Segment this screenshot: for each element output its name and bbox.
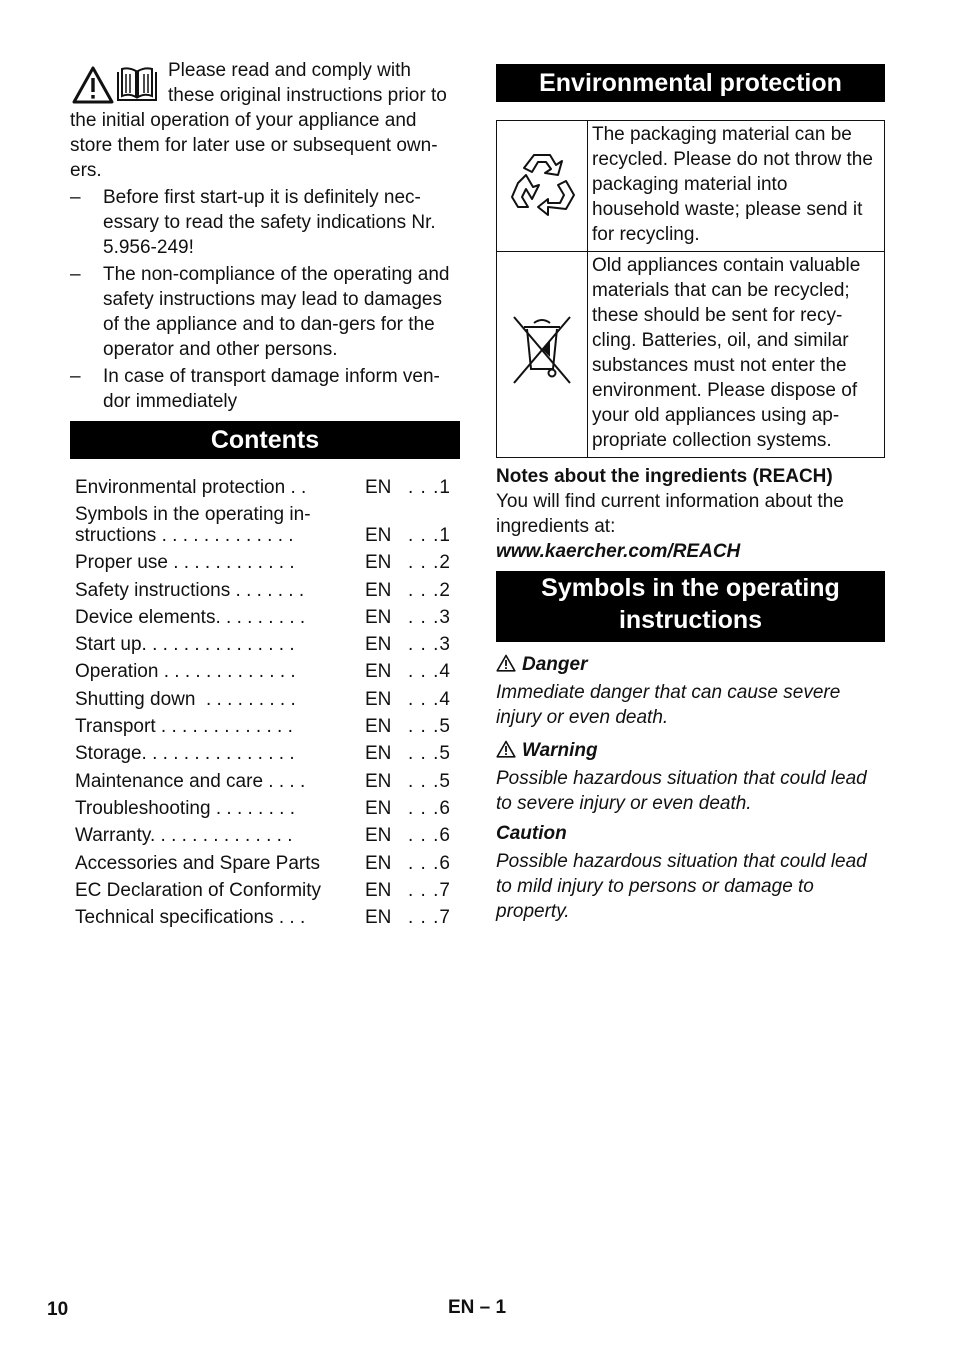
toc-entry[interactable] — [75, 604, 460, 631]
toc-lang: EN — [365, 797, 392, 819]
warning-text: Possible hazardous situation that could lead to severe injury or even death. — [496, 768, 867, 814]
toc-title: Safety instructions . . . . . . . — [75, 579, 305, 601]
toc-entry[interactable] — [75, 904, 460, 931]
symbols-heading — [496, 571, 885, 642]
table-row — [497, 121, 885, 252]
toc-page: . . .2 — [408, 552, 451, 574]
page-number: 10 — [47, 1299, 69, 1320]
symbols-heading-line1: Symbols in the operating — [541, 574, 840, 602]
toc-title: Environmental protection . . — [75, 477, 307, 498]
toc-lang: EN — [365, 579, 392, 601]
list-item — [70, 185, 460, 260]
table-cell: Old appliances contain valuable materials that can be recycled; these should be sent for recy-cling. Batteries, oil, and similar substances must not enter the environment. Please dispose of your old appliances using ap-propriate collection systems. — [588, 252, 885, 458]
toc-page: . . .5 — [408, 716, 451, 738]
toc-entry[interactable] — [75, 740, 460, 767]
environmental-heading: Environmental protection — [496, 64, 885, 102]
toc-lang: EN — [365, 716, 392, 738]
toc-lang: EN — [365, 852, 392, 874]
toc-entry[interactable] — [75, 549, 460, 576]
danger-heading — [496, 652, 885, 677]
dash-bullet: – — [70, 366, 81, 387]
environmental-table — [496, 120, 885, 458]
warning-label: Warning — [522, 740, 598, 761]
caution-label: Caution — [496, 823, 567, 844]
toc-lang: EN — [365, 525, 392, 547]
toc-title: Device elements. . . . . . . . . — [75, 606, 306, 628]
toc-page: . . .2 — [408, 579, 451, 601]
toc-page: . . .4 — [408, 661, 451, 683]
warning-heading — [496, 738, 885, 763]
toc-title: Maintenance and care . . . . — [75, 770, 306, 792]
toc-page: . . .1 — [408, 525, 451, 547]
bullet-text: The non-compliance of the operating and safety instructions may lead to damages of the appliance and to dan-gers for the operator and other persons. — [103, 264, 450, 360]
toc-entry[interactable] — [75, 501, 460, 549]
toc-page: . . .1 — [408, 477, 451, 498]
manual-book-icon — [115, 66, 159, 104]
toc-entry[interactable] — [75, 822, 460, 849]
warning-triangle-icon — [496, 740, 516, 758]
toc-lang: EN — [365, 743, 392, 765]
toc-lang: EN — [365, 907, 392, 929]
toc-title: Symbols in the operating in- structions . . . . . . . . . . . . . — [75, 504, 311, 547]
crossed-out-bin-icon — [510, 313, 574, 389]
table-cell: The packaging material can be recycled. Please do not throw the packaging material into household waste; please send it for recycling. — [588, 121, 885, 252]
icon-cell — [497, 252, 588, 458]
toc-title: Accessories and Spare Parts — [75, 852, 321, 874]
bullet-text: Before first start-up it is definitely nec-essary to read the safety indications Nr. 5.956-249! — [103, 187, 436, 258]
toc-title: Proper use . . . . . . . . . . . . — [75, 552, 295, 574]
warning-triangle-icon — [72, 66, 114, 104]
intro-icons — [70, 60, 162, 108]
danger-label: Danger — [522, 654, 588, 675]
list-item — [70, 364, 460, 414]
toc-entry[interactable] — [75, 795, 460, 822]
toc-page: . . .6 — [408, 852, 451, 874]
toc-page: . . .6 — [408, 825, 451, 847]
reach-link[interactable]: www.kaercher.com/REACH — [496, 541, 741, 562]
toc-title: Transport . . . . . . . . . . . . . — [75, 716, 293, 738]
warning-triangle-icon — [496, 654, 516, 672]
toc-page: . . .5 — [408, 743, 451, 765]
bullet-text: In case of transport damage inform ven-dor immediately — [103, 366, 440, 412]
toc-entry[interactable] — [75, 577, 460, 604]
toc-entry[interactable] — [75, 686, 460, 713]
toc-page: . . .6 — [408, 797, 451, 819]
table-row — [497, 252, 885, 458]
toc-page: . . .7 — [408, 907, 451, 929]
toc-title: Storage. . . . . . . . . . . . . . . — [75, 743, 295, 765]
toc-lang: EN — [365, 770, 392, 792]
danger-text: Immediate danger that can cause severe injury or even death. — [496, 682, 841, 728]
table-of-contents — [75, 474, 460, 931]
intro-text: Please read and comply with these original instructions prior to the initial operation of your appliance and store them for later use or subsequent own-ers. — [70, 60, 447, 181]
toc-page: . . .5 — [408, 770, 451, 792]
toc-page: . . .3 — [408, 634, 451, 656]
toc-title: Operation . . . . . . . . . . . . . — [75, 661, 296, 683]
toc-lang: EN — [365, 634, 392, 656]
toc-title: Troubleshooting . . . . . . . . — [75, 797, 296, 819]
toc-entry[interactable] — [75, 877, 460, 904]
toc-entry[interactable] — [75, 474, 460, 501]
contents-heading: Contents — [70, 421, 460, 459]
toc-lang: EN — [365, 477, 392, 498]
toc-lang: EN — [365, 825, 392, 847]
toc-page: . . .3 — [408, 606, 451, 628]
toc-title: Warranty. . . . . . . . . . . . . . — [75, 825, 293, 847]
toc-lang: EN — [365, 661, 392, 683]
icon-cell — [497, 121, 588, 252]
toc-lang: EN — [365, 688, 392, 710]
toc-lang: EN — [365, 879, 392, 901]
caution-text: Possible hazardous situation that could lead to mild injury to persons or damage to property. — [496, 851, 867, 922]
symbols-heading-line2: instructions — [618, 606, 763, 634]
toc-entry[interactable] — [75, 713, 460, 740]
recycling-icon — [504, 145, 580, 221]
page-label: EN – 1 — [448, 1297, 507, 1318]
dash-bullet: – — [70, 264, 81, 285]
toc-lang: EN — [365, 606, 392, 628]
toc-entry[interactable] — [75, 768, 460, 795]
toc-entry[interactable] — [75, 850, 460, 877]
toc-entry[interactable] — [75, 631, 460, 658]
toc-page: . . .4 — [408, 688, 451, 710]
right-column — [496, 64, 885, 924]
reach-text: You will find current information about the ingredients at: — [496, 491, 844, 537]
toc-title: Start up. . . . . . . . . . . . . . . — [75, 634, 295, 656]
dash-bullet: – — [70, 187, 81, 208]
toc-page: . . .7 — [408, 879, 451, 901]
toc-lang: EN — [365, 552, 392, 574]
toc-title: Shutting down . . . . . . . . . — [75, 688, 296, 710]
reach-heading: Notes about the ingredients (REACH) — [496, 466, 833, 487]
toc-title: Technical specifications . . . — [75, 907, 306, 929]
intro-bullet-list — [70, 185, 460, 414]
intro-section — [70, 58, 460, 183]
list-item — [70, 262, 460, 362]
toc-title: EC Declaration of Conformity — [75, 879, 322, 901]
left-column — [70, 58, 460, 414]
toc-entry[interactable] — [75, 658, 460, 685]
